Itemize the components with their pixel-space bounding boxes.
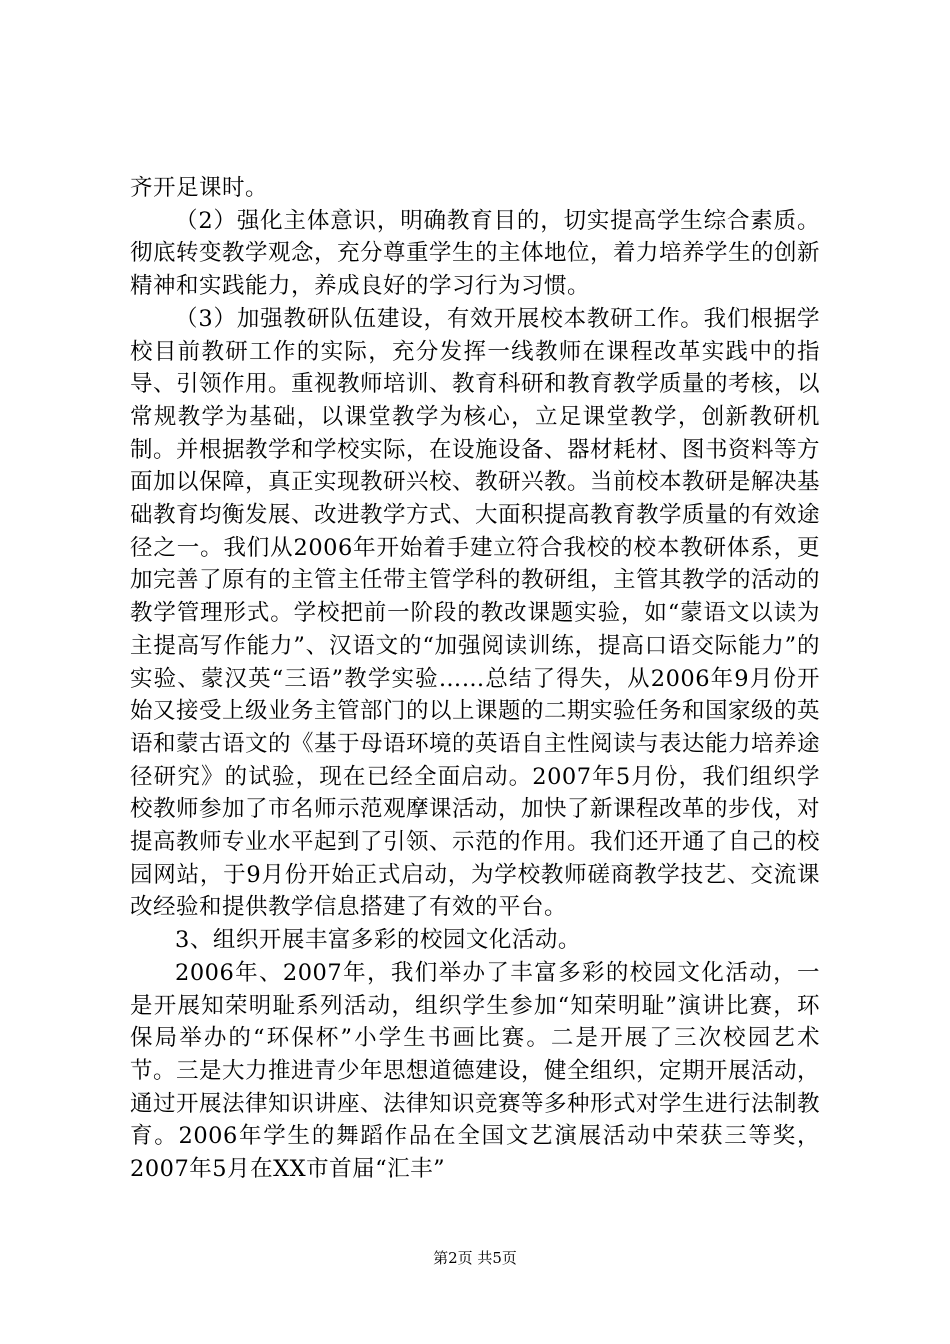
paragraph-continuation: 齐开足课时。 — [130, 175, 269, 201]
paragraph-item-2: （2）强化主体意识，明确教育目的，切实提高学生综合素质。彻底转变教学观念，充分尊重学生的主体地位，着力培养学生的创新精神和实践能力，养成良好的学习行为习惯。 — [130, 207, 821, 300]
paragraph-activities: 2006年、2007年，我们举办了丰富多彩的校园文化活动，一是开展知荣明耻系列活动，组织学生参加“知荣明耻”演讲比赛，环保局举办的“环保杯”小学生书画比赛。二是开展了三次校园艺术节。三是大力推进青少年思想道德建设，健全组织，定期开展活动，通过开展法律知识讲座、法律知识竞赛等多种形式对学生进行法制教育。2006年学生的舞蹈作品在全国文艺演展活动中荣获三等奖，2007年5月在XX市首届“汇丰” — [130, 959, 821, 1183]
paragraph-item-3: （3）加强教研队伍建设，有效开展校本教研工作。我们根据学校目前教研工作的实际，充分发挥一线教师在课程改革实践中的指导、引领作用。重视教师培训、教育科研和教育教学质量的考核，以常规教学为基础，以课堂教学为核心，立足课堂教学，创新教研机制。并根据教学和学校实际，在设施设备、器材耗材、图书资料等方面加以保障，真正实现教研兴校、教研兴教。当前校本教研是解决基础教育均衡发展、改进教学方式、大面积提高教育教学质量的有效途径之一。我们从2006年开始着手建立符合我校的校本教研体系，更加完善了原有的主管主任带主管学科的教研组，主管其教学的活动的教学管理形式。学校把前一阶段的教改课题实验，如“蒙语文以读为主提高写作能力”、汉语文的“加强阅读训练，提高口语交际能力”的实验、蒙汉英“三语”教学实验……总结了得失，从2006年9月份开始又接受上级业务主管部门的以上课题的二期实验任务和国家级的英语和蒙古语文的《基于母语环境的英语自主性阅读与表达能力培养途径研究》的试验，现在已经全面启动。2007年5月份，我们组织学校教师参加了市名师示范观摩课活动，加快了新课程改革的步伐，对提高教师专业水平起到了引领、示范的作用。我们还开通了自己的校园网站，于9月份开始正式启动，为学校教师磋商教学技艺、交流课改经验和提供教学信息搭建了有效的平台。 — [130, 305, 821, 921]
document-body — [130, 172, 820, 1186]
page-number-footer: 第2页 共5页 — [433, 1249, 517, 1267]
section-heading-3: 3、组织开展丰富多彩的校园文化活动。 — [175, 927, 581, 954]
